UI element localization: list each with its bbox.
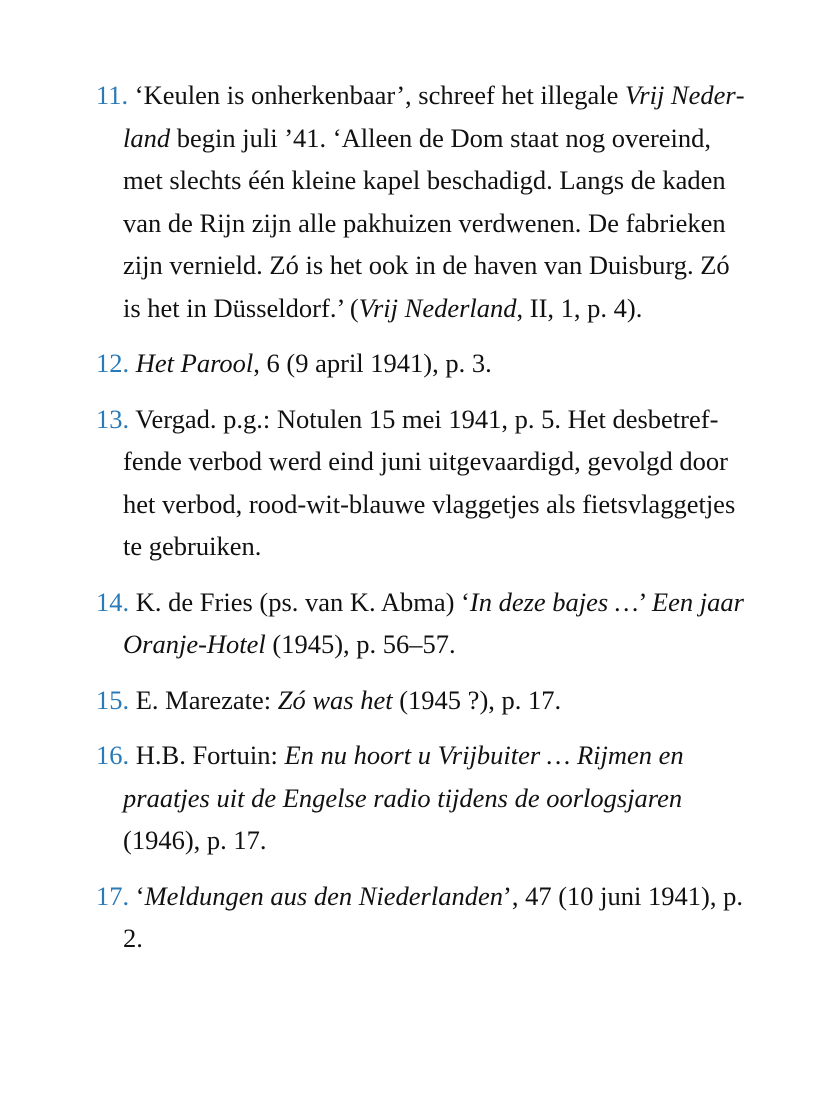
footnote-text: , 6 (9 april 1941), p. 3. xyxy=(253,348,492,378)
footnote-11 xyxy=(96,74,752,329)
footnote-text-italic: Zó was het xyxy=(277,684,393,715)
footnote-13 xyxy=(96,398,752,568)
footnote-number: 14. xyxy=(96,586,130,617)
footnote-text: K. de Fries (ps. van K. Abma) ‘ xyxy=(135,586,470,617)
footnote-text: H.B. Fortuin: xyxy=(135,740,285,770)
footnote-number: 13. xyxy=(96,403,130,434)
footnote-number: 16. xyxy=(96,740,130,770)
footnotes-list xyxy=(96,74,752,973)
footnote-text-italic: In deze bajes … xyxy=(469,586,639,617)
footnote-text: ’, 47 (10 juni 1941), p. 2. xyxy=(123,880,743,953)
footnote-text-italic: Een jaar Oranje-Hotel xyxy=(123,586,744,659)
footnote-text: E. Marezate: xyxy=(135,684,278,715)
footnote-text: (1945), p. 56–57. xyxy=(265,629,456,659)
footnote-14 xyxy=(96,581,752,666)
footnote-15 xyxy=(96,679,752,722)
footnote-number: 15. xyxy=(96,684,130,715)
footnote-text-italic: Vrij Nederland xyxy=(358,292,517,323)
footnote-number: 11. xyxy=(96,80,129,110)
footnote-text: , II, 1, p. 4). xyxy=(516,292,643,323)
footnote-text-italic: Het Parool xyxy=(135,348,254,378)
footnote-number: 12. xyxy=(96,348,130,378)
footnote-17 xyxy=(96,875,752,960)
footnote-text: ’ xyxy=(638,586,652,617)
footnote-16 xyxy=(96,734,752,862)
footnote-text: (1946), p. 17. xyxy=(123,825,267,855)
footnote-text: Vergad. p.g.: Notulen 15 mei 1941, p. 5. Het desbetreffende verbod werd eind juni uitgevaardigd, gevolgd door het verbod, rood-wit-blauwe vlaggetjes als fietsvlaggetjes te gebruiken. xyxy=(123,403,736,561)
footnote-text-italic: En nu hoort u Vrijbuiter … Rijmen en praatjes uit de Engelse radio tijdens de oorlogsjaren xyxy=(123,740,684,813)
footnote-text: ‘ xyxy=(135,880,145,911)
footnote-text: ‘Keulen is onherkenbaar’, schreef het illegale xyxy=(134,80,626,110)
footnote-text: (1945 ?), p. 17. xyxy=(392,684,562,715)
footnote-text: begin juli ’41. ‘Alleen de Dom staat nog overeind, met slechts één kleine kapel beschadigd. Langs de kaden van de Rijn zijn alle pakhuizen verdwenen. De fabrieken zijn vernield. Zó is het ook in de haven van Duisburg. Zó is het in Düsseldorf.’ ( xyxy=(123,122,730,323)
footnote-text-italic: Vrij Nederland xyxy=(123,80,745,153)
footnote-text-italic: Meldungen aus den Niederlanden xyxy=(144,880,503,911)
footnote-number: 17. xyxy=(96,880,130,911)
footnote-12 xyxy=(96,342,752,385)
